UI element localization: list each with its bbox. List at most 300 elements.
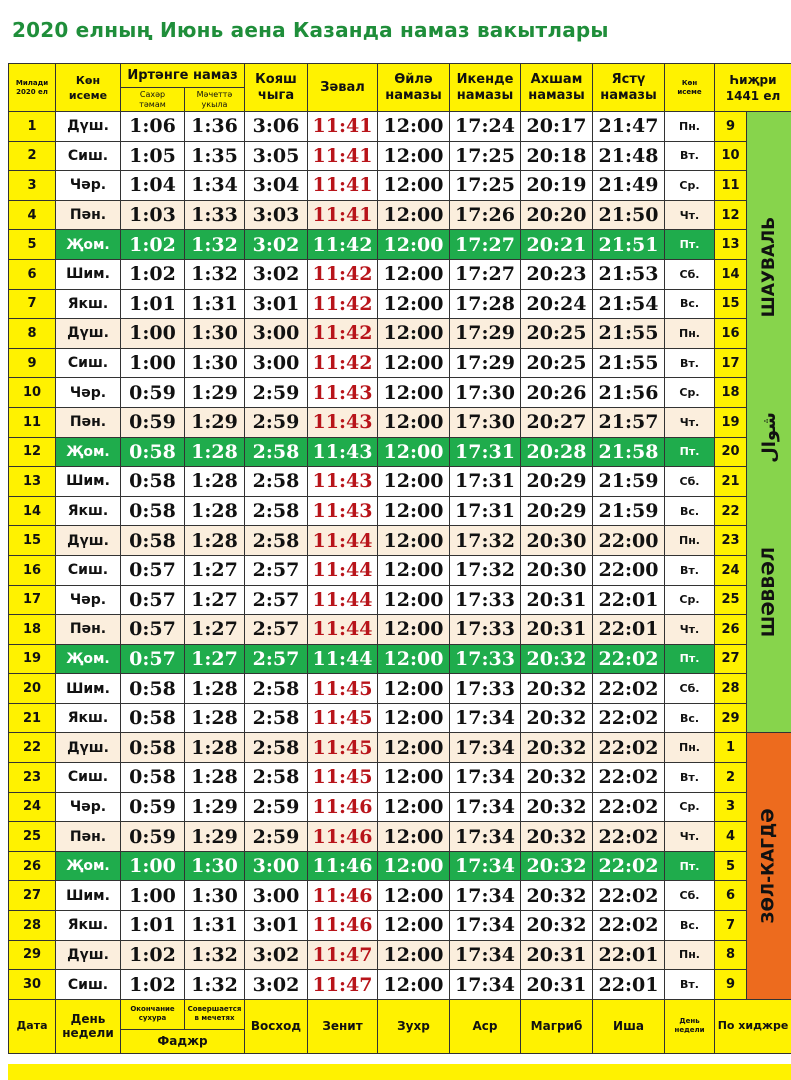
table-row — [9, 348, 791, 378]
table-row — [9, 289, 791, 319]
suhoor-time: 1:00 — [121, 348, 185, 378]
day-number: 13 — [9, 467, 56, 497]
zawal-time: 11:44 — [308, 615, 378, 645]
akhsham-time: 20:31 — [521, 970, 593, 1000]
mosque-fajr-time: 1:29 — [185, 822, 245, 852]
hijri-day: 23 — [715, 526, 747, 556]
yastu-time: 22:02 — [593, 703, 665, 733]
zawal-time: 11:44 — [308, 644, 378, 674]
yastu-time: 21:51 — [593, 230, 665, 260]
ikende-time: 17:30 — [450, 407, 521, 437]
sunrise-time: 3:02 — [245, 940, 308, 970]
weekday-short: Пн. — [665, 319, 715, 349]
ikende-time: 17:33 — [450, 585, 521, 615]
ikende-time: 17:34 — [450, 940, 521, 970]
table-row — [9, 230, 791, 260]
akhsham-time: 20:32 — [521, 792, 593, 822]
sunrise-time: 3:00 — [245, 881, 308, 911]
sunrise-time: 3:00 — [245, 319, 308, 349]
sunrise-time: 2:58 — [245, 674, 308, 704]
oila-time: 12:00 — [378, 733, 450, 763]
ikende-time: 17:34 — [450, 911, 521, 941]
mosque-fajr-time: 1:31 — [185, 289, 245, 319]
suhoor-time: 1:05 — [121, 141, 185, 171]
ikende-time: 17:27 — [450, 259, 521, 289]
hijri-day: 24 — [715, 555, 747, 585]
weekday-short: Пт. — [665, 851, 715, 881]
mosque-fajr-time: 1:29 — [185, 792, 245, 822]
suhoor-time: 1:02 — [121, 259, 185, 289]
ikende-time: 17:34 — [450, 733, 521, 763]
header-ikende: Икенде намазы — [450, 64, 521, 112]
header-oila: Өйлә намазы — [378, 64, 450, 112]
mosque-fajr-time: 1:29 — [185, 378, 245, 408]
zawal-time: 11:44 — [308, 526, 378, 556]
akhsham-time: 20:32 — [521, 674, 593, 704]
weekday-name: Шим. — [56, 259, 121, 289]
weekday-name: Чәр. — [56, 378, 121, 408]
oila-time: 12:00 — [378, 141, 450, 171]
suhoor-time: 0:59 — [121, 407, 185, 437]
header-mechet: Мәчеттә укыла — [185, 88, 245, 112]
day-number: 18 — [9, 615, 56, 645]
mosque-fajr-time: 1:35 — [185, 141, 245, 171]
hijri-day: 5 — [715, 851, 747, 881]
shawwal-tatar2-label: ШӘВВӘЛ — [759, 547, 780, 638]
weekday-name: Пән. — [56, 407, 121, 437]
yastu-time: 22:02 — [593, 851, 665, 881]
day-number: 8 — [9, 319, 56, 349]
mosque-fajr-time: 1:30 — [185, 881, 245, 911]
sunrise-time: 3:01 — [245, 289, 308, 319]
hijri-day: 6 — [715, 881, 747, 911]
weekday-name: Сиш. — [56, 763, 121, 793]
shawwal-tatar-label: ШАУВАЛЬ — [759, 217, 780, 318]
weekday-name: Якш. — [56, 496, 121, 526]
mosque-fajr-time: 1:28 — [185, 437, 245, 467]
sunrise-time: 3:02 — [245, 259, 308, 289]
mosque-fajr-time: 1:27 — [185, 644, 245, 674]
weekday-short: Пт. — [665, 230, 715, 260]
akhsham-time: 20:17 — [521, 112, 593, 142]
header-day-name-2: Көн исеме — [665, 64, 715, 112]
yastu-time: 22:02 — [593, 674, 665, 704]
oila-time: 12:00 — [378, 615, 450, 645]
header-akhsham: Ахшам намазы — [521, 64, 593, 112]
suhoor-time: 1:03 — [121, 200, 185, 230]
ikende-time: 17:32 — [450, 555, 521, 585]
weekday-name: Дүш. — [56, 526, 121, 556]
yastu-time: 22:02 — [593, 763, 665, 793]
ikende-time: 17:34 — [450, 763, 521, 793]
mosque-fajr-time: 1:28 — [185, 733, 245, 763]
mosque-fajr-time: 1:36 — [185, 112, 245, 142]
hijri-day: 1 — [715, 733, 747, 763]
akhsham-time: 20:32 — [521, 763, 593, 793]
mosque-fajr-time: 1:27 — [185, 615, 245, 645]
bottom-strip — [8, 1064, 791, 1080]
day-number: 9 — [9, 348, 56, 378]
weekday-name: Пән. — [56, 822, 121, 852]
hijri-day: 12 — [715, 200, 747, 230]
weekday-short: Пт. — [665, 437, 715, 467]
yastu-time: 22:02 — [593, 822, 665, 852]
zawal-time: 11:42 — [308, 319, 378, 349]
weekday-short: Ср. — [665, 792, 715, 822]
hijri-day: 29 — [715, 703, 747, 733]
mosque-fajr-time: 1:28 — [185, 526, 245, 556]
zawal-time: 11:42 — [308, 348, 378, 378]
weekday-name: Сиш. — [56, 970, 121, 1000]
sunrise-time: 3:00 — [245, 851, 308, 881]
ikende-time: 17:25 — [450, 171, 521, 201]
weekday-name: Җом. — [56, 437, 121, 467]
oila-time: 12:00 — [378, 319, 450, 349]
hijri-day: 22 — [715, 496, 747, 526]
yastu-time: 22:02 — [593, 881, 665, 911]
prayer-times-table — [8, 63, 791, 1054]
day-number: 27 — [9, 881, 56, 911]
day-number: 1 — [9, 112, 56, 142]
sunrise-time: 2:58 — [245, 467, 308, 497]
hijri-day: 18 — [715, 378, 747, 408]
mosque-fajr-time: 1:33 — [185, 200, 245, 230]
table-row — [9, 674, 791, 704]
day-number: 3 — [9, 171, 56, 201]
yastu-time: 22:01 — [593, 970, 665, 1000]
ikende-time: 17:28 — [450, 289, 521, 319]
suhoor-time: 0:58 — [121, 467, 185, 497]
oila-time: 12:00 — [378, 289, 450, 319]
ikende-time: 17:31 — [450, 437, 521, 467]
weekday-name: Шим. — [56, 674, 121, 704]
sunrise-time: 2:58 — [245, 526, 308, 556]
yastu-time: 22:01 — [593, 585, 665, 615]
suhoor-time: 0:58 — [121, 703, 185, 733]
weekday-short: Пт. — [665, 644, 715, 674]
sunrise-time: 2:57 — [245, 585, 308, 615]
day-number: 4 — [9, 200, 56, 230]
oila-time: 12:00 — [378, 348, 450, 378]
suhoor-time: 1:02 — [121, 940, 185, 970]
oila-time: 12:00 — [378, 763, 450, 793]
table-row — [9, 319, 791, 349]
mosque-fajr-time: 1:30 — [185, 851, 245, 881]
suhoor-time: 0:58 — [121, 674, 185, 704]
oila-time: 12:00 — [378, 112, 450, 142]
table-row — [9, 407, 791, 437]
akhsham-time: 20:31 — [521, 585, 593, 615]
header-miladi: Милади 2020 ел — [9, 64, 56, 112]
suhoor-time: 0:59 — [121, 792, 185, 822]
weekday-short: Вт. — [665, 348, 715, 378]
header-day-name: Көн исеме — [56, 64, 121, 112]
weekday-short: Пн. — [665, 112, 715, 142]
oila-time: 12:00 — [378, 467, 450, 497]
sunrise-time: 2:59 — [245, 822, 308, 852]
zawal-time: 11:43 — [308, 407, 378, 437]
day-number: 28 — [9, 911, 56, 941]
suhoor-time: 0:57 — [121, 644, 185, 674]
table-row — [9, 911, 791, 941]
weekday-short: Вс. — [665, 289, 715, 319]
sunrise-time: 3:06 — [245, 112, 308, 142]
hijri-day: 28 — [715, 674, 747, 704]
sunrise-time: 3:00 — [245, 348, 308, 378]
day-number: 7 — [9, 289, 56, 319]
suhoor-time: 1:01 — [121, 289, 185, 319]
dhul-qada-label: ЗӨЛ-КАГДӘ — [759, 808, 780, 924]
akhsham-time: 20:19 — [521, 171, 593, 201]
table-row — [9, 644, 791, 674]
oila-time: 12:00 — [378, 911, 450, 941]
ikende-time: 17:34 — [450, 851, 521, 881]
yastu-time: 21:57 — [593, 407, 665, 437]
zawal-time: 11:45 — [308, 733, 378, 763]
weekday-short: Вс. — [665, 703, 715, 733]
hijri-day: 19 — [715, 407, 747, 437]
oila-time: 12:00 — [378, 171, 450, 201]
ikende-time: 17:29 — [450, 319, 521, 349]
yastu-time: 21:48 — [593, 141, 665, 171]
ikende-time: 17:34 — [450, 703, 521, 733]
hijri-day: 2 — [715, 763, 747, 793]
sunrise-time: 2:58 — [245, 703, 308, 733]
mosque-fajr-time: 1:30 — [185, 319, 245, 349]
footer-fajr: Фаджр — [121, 1029, 245, 1053]
suhoor-time: 1:01 — [121, 911, 185, 941]
table-row — [9, 437, 791, 467]
yastu-time: 21:50 — [593, 200, 665, 230]
mosque-fajr-time: 1:28 — [185, 496, 245, 526]
mosque-fajr-time: 1:32 — [185, 940, 245, 970]
weekday-name: Дүш. — [56, 940, 121, 970]
weekday-short: Сб. — [665, 467, 715, 497]
akhsham-time: 20:27 — [521, 407, 593, 437]
ikende-time: 17:24 — [450, 112, 521, 142]
weekday-short: Чт. — [665, 407, 715, 437]
sunrise-time: 2:58 — [245, 496, 308, 526]
suhoor-time: 1:02 — [121, 230, 185, 260]
day-number: 24 — [9, 792, 56, 822]
weekday-short: Вс. — [665, 496, 715, 526]
hijri-day: 8 — [715, 940, 747, 970]
page-title: 2020 елның Июнь аена Казанда намаз вакытлары — [12, 18, 609, 42]
header-yastu: Ястү намазы — [593, 64, 665, 112]
oila-time: 12:00 — [378, 378, 450, 408]
sunrise-time: 2:58 — [245, 733, 308, 763]
zawal-time: 11:46 — [308, 822, 378, 852]
table-row — [9, 881, 791, 911]
suhoor-time: 1:00 — [121, 319, 185, 349]
day-number: 17 — [9, 585, 56, 615]
oila-time: 12:00 — [378, 407, 450, 437]
oila-time: 12:00 — [378, 940, 450, 970]
zawal-time: 11:46 — [308, 881, 378, 911]
ikende-time: 17:33 — [450, 674, 521, 704]
weekday-name: Шим. — [56, 881, 121, 911]
suhoor-time: 0:58 — [121, 763, 185, 793]
hijri-day: 27 — [715, 644, 747, 674]
weekday-name: Җом. — [56, 230, 121, 260]
oila-time: 12:00 — [378, 200, 450, 230]
shawwal-arabic-label: شوال — [758, 411, 780, 463]
table-row — [9, 496, 791, 526]
suhoor-time: 0:57 — [121, 555, 185, 585]
footer-by-hijri: По хиджре — [715, 999, 791, 1053]
sunrise-time: 2:59 — [245, 378, 308, 408]
day-number: 15 — [9, 526, 56, 556]
hijri-day: 21 — [715, 467, 747, 497]
sunrise-time: 3:05 — [245, 141, 308, 171]
hijri-day: 20 — [715, 437, 747, 467]
weekday-name: Якш. — [56, 289, 121, 319]
weekday-short: Вт. — [665, 970, 715, 1000]
hijri-day: 17 — [715, 348, 747, 378]
zawal-time: 11:47 — [308, 970, 378, 1000]
oila-time: 12:00 — [378, 437, 450, 467]
day-number: 29 — [9, 940, 56, 970]
weekday-name: Чәр. — [56, 171, 121, 201]
table-row — [9, 526, 791, 556]
weekday-name: Якш. — [56, 911, 121, 941]
day-number: 5 — [9, 230, 56, 260]
ikende-time: 17:32 — [450, 526, 521, 556]
ikende-time: 17:34 — [450, 792, 521, 822]
zawal-time: 11:43 — [308, 496, 378, 526]
weekday-short: Вт. — [665, 763, 715, 793]
footer-mosque: Совершается в мечетях — [185, 999, 245, 1029]
day-number: 14 — [9, 496, 56, 526]
header-sunrise: Кояш чыга — [245, 64, 308, 112]
sunrise-time: 2:58 — [245, 437, 308, 467]
mosque-fajr-time: 1:29 — [185, 407, 245, 437]
weekday-name: Пән. — [56, 615, 121, 645]
suhoor-time: 1:02 — [121, 970, 185, 1000]
table-row — [9, 822, 791, 852]
oila-time: 12:00 — [378, 555, 450, 585]
weekday-short: Чт. — [665, 822, 715, 852]
oila-time: 12:00 — [378, 496, 450, 526]
akhsham-time: 20:31 — [521, 940, 593, 970]
yastu-time: 21:53 — [593, 259, 665, 289]
akhsham-time: 20:29 — [521, 467, 593, 497]
yastu-time: 21:56 — [593, 378, 665, 408]
ikende-time: 17:34 — [450, 881, 521, 911]
zawal-time: 11:45 — [308, 703, 378, 733]
mosque-fajr-time: 1:28 — [185, 674, 245, 704]
hijri-day: 15 — [715, 289, 747, 319]
zawal-time: 11:46 — [308, 911, 378, 941]
hijri-day: 26 — [715, 615, 747, 645]
hijri-day: 13 — [715, 230, 747, 260]
mosque-fajr-time: 1:32 — [185, 259, 245, 289]
suhoor-time: 0:58 — [121, 733, 185, 763]
table-row — [9, 792, 791, 822]
oila-time: 12:00 — [378, 851, 450, 881]
table-row — [9, 141, 791, 171]
month-label-dhul-qada — [747, 733, 791, 999]
sunrise-time: 2:59 — [245, 792, 308, 822]
day-number: 26 — [9, 851, 56, 881]
ikende-time: 17:33 — [450, 615, 521, 645]
day-number: 30 — [9, 970, 56, 1000]
day-number: 22 — [9, 733, 56, 763]
suhoor-time: 0:57 — [121, 615, 185, 645]
zawal-time: 11:41 — [308, 200, 378, 230]
weekday-name: Сиш. — [56, 348, 121, 378]
zawal-time: 11:46 — [308, 792, 378, 822]
zawal-time: 11:43 — [308, 378, 378, 408]
table-row — [9, 112, 791, 142]
akhsham-time: 20:32 — [521, 822, 593, 852]
sunrise-time: 3:04 — [245, 171, 308, 201]
hijri-day: 4 — [715, 822, 747, 852]
zawal-time: 11:41 — [308, 112, 378, 142]
weekday-name: Җом. — [56, 644, 121, 674]
table-row — [9, 703, 791, 733]
ikende-time: 17:29 — [450, 348, 521, 378]
ikende-time: 17:30 — [450, 378, 521, 408]
mosque-fajr-time: 1:30 — [185, 348, 245, 378]
suhoor-time: 0:59 — [121, 378, 185, 408]
ikende-time: 17:34 — [450, 822, 521, 852]
sunrise-time: 2:57 — [245, 615, 308, 645]
day-number: 11 — [9, 407, 56, 437]
ikende-time: 17:25 — [450, 141, 521, 171]
table-row — [9, 200, 791, 230]
sunrise-time: 3:03 — [245, 200, 308, 230]
zawal-time: 11:45 — [308, 763, 378, 793]
day-number: 21 — [9, 703, 56, 733]
yastu-time: 22:00 — [593, 555, 665, 585]
header-sahar: Сахәр тәмам — [121, 88, 185, 112]
zawal-time: 11:42 — [308, 230, 378, 260]
yastu-time: 21:55 — [593, 348, 665, 378]
weekday-short: Вт. — [665, 141, 715, 171]
ikende-time: 17:33 — [450, 644, 521, 674]
sunrise-time: 2:58 — [245, 763, 308, 793]
akhsham-time: 20:29 — [521, 496, 593, 526]
table-row — [9, 259, 791, 289]
oila-time: 12:00 — [378, 970, 450, 1000]
oila-time: 12:00 — [378, 259, 450, 289]
weekday-name: Чәр. — [56, 585, 121, 615]
sunrise-time: 3:01 — [245, 911, 308, 941]
sunrise-time: 3:02 — [245, 230, 308, 260]
table-row — [9, 585, 791, 615]
yastu-time: 22:02 — [593, 644, 665, 674]
day-number: 19 — [9, 644, 56, 674]
yastu-time: 21:54 — [593, 289, 665, 319]
yastu-time: 21:59 — [593, 467, 665, 497]
weekday-short: Ср. — [665, 585, 715, 615]
ikende-time: 17:26 — [450, 200, 521, 230]
weekday-short: Пн. — [665, 940, 715, 970]
ikende-time: 17:34 — [450, 970, 521, 1000]
ikende-time: 17:31 — [450, 467, 521, 497]
footer-sunrise: Восход — [245, 999, 308, 1053]
day-number: 20 — [9, 674, 56, 704]
suhoor-time: 0:58 — [121, 526, 185, 556]
mosque-fajr-time: 1:27 — [185, 585, 245, 615]
weekday-short: Вт. — [665, 555, 715, 585]
weekday-short: Пн. — [665, 733, 715, 763]
day-number: 10 — [9, 378, 56, 408]
zawal-time: 11:41 — [308, 141, 378, 171]
mosque-fajr-time: 1:32 — [185, 970, 245, 1000]
suhoor-time: 1:06 — [121, 112, 185, 142]
